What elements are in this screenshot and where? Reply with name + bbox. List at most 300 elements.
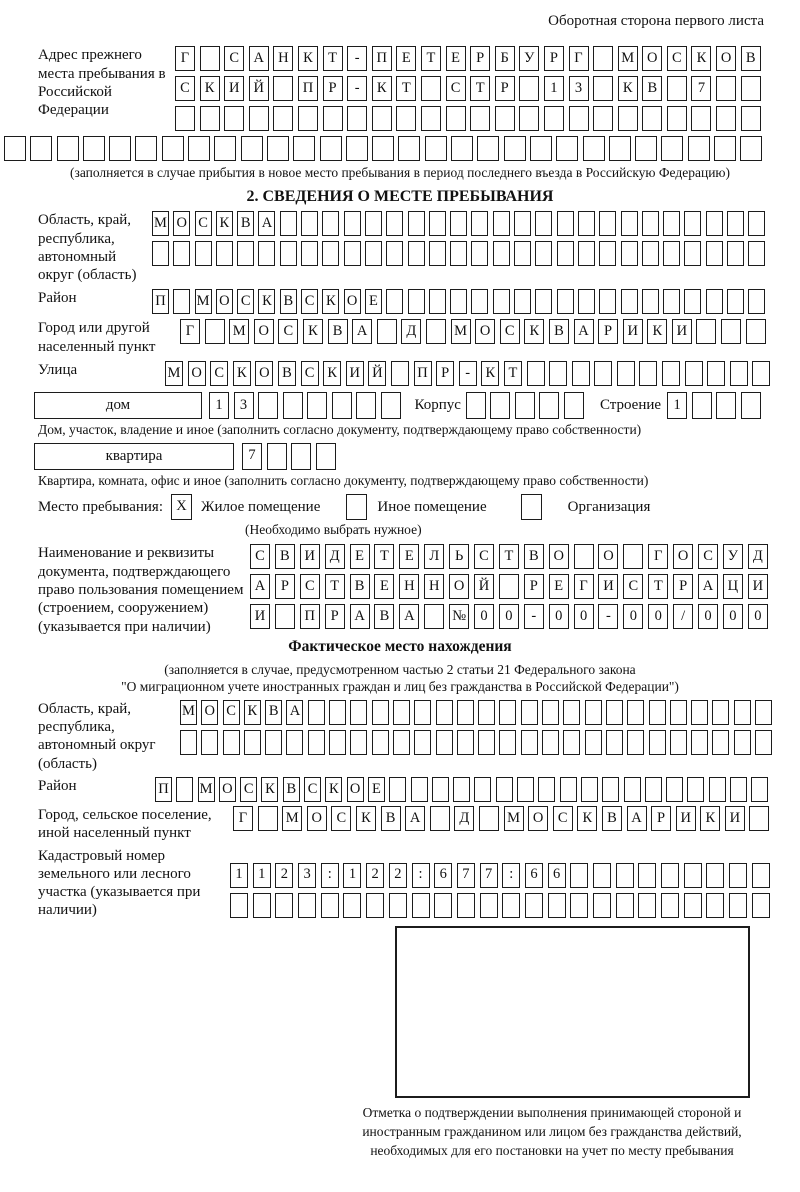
char-cell[interactable] (688, 136, 710, 161)
char-cell[interactable]: Ь (449, 544, 469, 569)
char-cell[interactable]: Е (399, 544, 419, 569)
char-cell[interactable] (322, 241, 339, 266)
char-cell[interactable] (381, 392, 401, 419)
char-cell[interactable] (606, 700, 623, 725)
char-cell[interactable]: В (374, 604, 394, 629)
char-cell[interactable]: № (449, 604, 469, 629)
char-cell[interactable] (386, 289, 403, 314)
char-cell[interactable] (609, 136, 631, 161)
char-cell[interactable]: 1 (343, 863, 361, 888)
house-type-box[interactable]: дом (34, 392, 202, 419)
char-cell[interactable] (670, 700, 687, 725)
char-cell[interactable]: И (598, 574, 618, 599)
char-cell[interactable]: А (399, 604, 419, 629)
char-cell[interactable] (539, 392, 559, 419)
char-cell[interactable]: 0 (623, 604, 643, 629)
char-cell[interactable]: В (524, 544, 544, 569)
char-cell[interactable] (570, 893, 588, 918)
char-cell[interactable]: Б (495, 46, 515, 71)
stay-type-checkbox-other-premises[interactable] (346, 494, 367, 520)
char-cell[interactable]: : (412, 863, 430, 888)
char-cell[interactable] (707, 361, 725, 386)
char-cell[interactable]: Д (401, 319, 421, 344)
char-cell[interactable] (549, 361, 567, 386)
char-cell[interactable]: К (216, 211, 233, 236)
char-cell[interactable] (320, 136, 342, 161)
char-cell[interactable]: С (175, 76, 195, 101)
char-cell[interactable] (477, 136, 499, 161)
char-cell[interactable] (275, 604, 295, 629)
char-cell[interactable]: С (301, 289, 318, 314)
char-cell[interactable] (581, 777, 598, 802)
char-cell[interactable] (162, 136, 184, 161)
char-cell[interactable] (286, 730, 303, 755)
char-cell[interactable] (727, 289, 744, 314)
char-cell[interactable] (499, 574, 519, 599)
char-cell[interactable] (366, 893, 384, 918)
char-cell[interactable]: : (502, 863, 520, 888)
char-cell[interactable] (430, 806, 450, 831)
char-cell[interactable] (386, 211, 403, 236)
char-cell[interactable] (457, 730, 474, 755)
char-cell[interactable]: В (350, 574, 370, 599)
char-cell[interactable] (712, 700, 729, 725)
char-cell[interactable] (734, 730, 751, 755)
char-cell[interactable]: Т (323, 46, 343, 71)
char-cell[interactable]: С (300, 574, 320, 599)
char-cell[interactable] (280, 211, 297, 236)
char-cell[interactable] (321, 893, 339, 918)
char-cell[interactable]: К (524, 319, 544, 344)
char-cell[interactable] (446, 106, 466, 131)
char-cell[interactable] (408, 289, 425, 314)
char-cell[interactable]: В (275, 544, 295, 569)
char-cell[interactable] (730, 361, 748, 386)
char-cell[interactable] (356, 392, 376, 419)
char-cell[interactable] (594, 361, 612, 386)
char-cell[interactable] (301, 211, 318, 236)
char-cell[interactable]: К (700, 806, 720, 831)
char-cell[interactable] (691, 730, 708, 755)
char-cell[interactable]: 7 (691, 76, 711, 101)
char-cell[interactable]: О (307, 806, 327, 831)
char-cell[interactable] (372, 730, 389, 755)
char-cell[interactable]: К (303, 319, 323, 344)
char-cell[interactable] (173, 289, 190, 314)
char-cell[interactable] (741, 106, 761, 131)
char-cell[interactable] (602, 777, 619, 802)
char-cell[interactable] (411, 777, 428, 802)
char-cell[interactable] (752, 893, 770, 918)
char-cell[interactable]: А (250, 574, 270, 599)
char-cell[interactable] (663, 211, 680, 236)
char-cell[interactable]: К (372, 76, 392, 101)
char-cell[interactable] (478, 700, 495, 725)
char-cell[interactable] (645, 777, 662, 802)
char-cell[interactable]: М (229, 319, 249, 344)
char-cell[interactable]: 3 (569, 76, 589, 101)
char-cell[interactable]: Н (424, 574, 444, 599)
char-cell[interactable]: Г (233, 806, 253, 831)
char-cell[interactable]: В (381, 806, 401, 831)
char-cell[interactable] (684, 863, 702, 888)
char-cell[interactable] (200, 106, 220, 131)
char-cell[interactable]: П (372, 46, 392, 71)
char-cell[interactable]: А (258, 211, 275, 236)
char-cell[interactable] (514, 211, 531, 236)
char-cell[interactable] (408, 241, 425, 266)
char-cell[interactable]: К (322, 289, 339, 314)
char-cell[interactable] (748, 211, 765, 236)
char-cell[interactable]: 0 (549, 604, 569, 629)
char-cell[interactable] (716, 106, 736, 131)
char-cell[interactable]: 0 (748, 604, 768, 629)
char-cell[interactable] (493, 211, 510, 236)
char-cell[interactable] (514, 241, 531, 266)
char-cell[interactable]: М (180, 700, 197, 725)
char-cell[interactable] (135, 136, 157, 161)
char-cell[interactable]: Д (325, 544, 345, 569)
char-cell[interactable]: 7 (480, 863, 498, 888)
char-cell[interactable] (396, 106, 416, 131)
char-cell[interactable] (241, 136, 263, 161)
char-cell[interactable] (453, 777, 470, 802)
char-cell[interactable]: 6 (548, 863, 566, 888)
char-cell[interactable] (307, 392, 327, 419)
char-cell[interactable]: 1 (230, 863, 248, 888)
stay-type-checkbox-organization[interactable] (521, 494, 542, 520)
char-cell[interactable]: О (255, 361, 273, 386)
char-cell[interactable]: - (347, 76, 367, 101)
char-cell[interactable]: А (627, 806, 647, 831)
char-cell[interactable] (258, 241, 275, 266)
char-cell[interactable]: Т (374, 544, 394, 569)
char-cell[interactable] (599, 289, 616, 314)
char-cell[interactable] (729, 863, 747, 888)
char-cell[interactable]: : (321, 863, 339, 888)
char-cell[interactable]: О (716, 46, 736, 71)
char-cell[interactable]: 2 (275, 863, 293, 888)
char-cell[interactable] (347, 106, 367, 131)
char-cell[interactable] (670, 730, 687, 755)
char-cell[interactable] (457, 700, 474, 725)
char-cell[interactable] (493, 241, 510, 266)
char-cell[interactable] (201, 730, 218, 755)
char-cell[interactable] (283, 392, 303, 419)
char-cell[interactable] (716, 76, 736, 101)
char-cell[interactable] (496, 777, 513, 802)
char-cell[interactable]: А (698, 574, 718, 599)
char-cell[interactable] (627, 700, 644, 725)
char-cell[interactable] (616, 893, 634, 918)
char-cell[interactable]: И (300, 544, 320, 569)
char-cell[interactable] (706, 893, 724, 918)
char-cell[interactable] (83, 136, 105, 161)
char-cell[interactable]: С (237, 289, 254, 314)
char-cell[interactable]: К (481, 361, 499, 386)
char-cell[interactable]: Р (470, 46, 490, 71)
char-cell[interactable]: В (265, 700, 282, 725)
char-cell[interactable]: С (553, 806, 573, 831)
char-cell[interactable]: С (223, 700, 240, 725)
char-cell[interactable] (691, 106, 711, 131)
char-cell[interactable]: Р (673, 574, 693, 599)
char-cell[interactable] (230, 893, 248, 918)
char-cell[interactable] (316, 443, 336, 470)
char-cell[interactable]: И (725, 806, 745, 831)
char-cell[interactable] (730, 777, 747, 802)
char-cell[interactable] (557, 241, 574, 266)
char-cell[interactable] (365, 241, 382, 266)
char-cell[interactable] (389, 777, 406, 802)
char-cell[interactable] (180, 730, 197, 755)
char-cell[interactable]: 7 (242, 443, 262, 470)
char-cell[interactable] (740, 136, 762, 161)
char-cell[interactable] (329, 700, 346, 725)
char-cell[interactable] (666, 777, 683, 802)
char-cell[interactable]: К (356, 806, 376, 831)
char-cell[interactable]: Й (474, 574, 494, 599)
char-cell[interactable] (593, 46, 613, 71)
char-cell[interactable] (519, 76, 539, 101)
char-cell[interactable]: А (574, 319, 594, 344)
char-cell[interactable]: В (328, 319, 348, 344)
char-cell[interactable]: С (224, 46, 244, 71)
char-cell[interactable] (578, 211, 595, 236)
char-cell[interactable] (624, 777, 641, 802)
char-cell[interactable] (450, 241, 467, 266)
char-cell[interactable]: 6 (434, 863, 452, 888)
char-cell[interactable]: И (346, 361, 364, 386)
char-cell[interactable] (275, 893, 293, 918)
char-cell[interactable]: В (283, 777, 300, 802)
char-cell[interactable] (519, 106, 539, 131)
char-cell[interactable]: М (198, 777, 215, 802)
char-cell[interactable] (727, 241, 744, 266)
char-cell[interactable] (578, 241, 595, 266)
char-cell[interactable]: Р (436, 361, 454, 386)
apartment-type-box[interactable]: квартира (34, 443, 234, 470)
char-cell[interactable]: М (504, 806, 524, 831)
char-cell[interactable]: Е (396, 46, 416, 71)
char-cell[interactable] (280, 241, 297, 266)
char-cell[interactable]: 2 (366, 863, 384, 888)
char-cell[interactable] (188, 136, 210, 161)
char-cell[interactable] (502, 893, 520, 918)
char-cell[interactable] (691, 700, 708, 725)
char-cell[interactable]: В (602, 806, 622, 831)
char-cell[interactable]: Т (499, 544, 519, 569)
char-cell[interactable]: Е (446, 46, 466, 71)
char-cell[interactable] (517, 777, 534, 802)
char-cell[interactable] (706, 289, 723, 314)
char-cell[interactable] (548, 893, 566, 918)
char-cell[interactable] (521, 730, 538, 755)
char-cell[interactable]: К (233, 361, 251, 386)
char-cell[interactable]: С (698, 544, 718, 569)
char-cell[interactable]: Р (524, 574, 544, 599)
char-cell[interactable]: О (549, 544, 569, 569)
char-cell[interactable] (429, 289, 446, 314)
char-cell[interactable] (746, 319, 766, 344)
char-cell[interactable] (618, 106, 638, 131)
char-cell[interactable] (623, 544, 643, 569)
char-cell[interactable] (661, 893, 679, 918)
char-cell[interactable] (748, 289, 765, 314)
char-cell[interactable] (450, 211, 467, 236)
char-cell[interactable]: Р (495, 76, 515, 101)
char-cell[interactable] (450, 289, 467, 314)
char-cell[interactable]: Е (374, 574, 394, 599)
char-cell[interactable] (667, 76, 687, 101)
char-cell[interactable] (564, 392, 584, 419)
char-cell[interactable] (560, 777, 577, 802)
char-cell[interactable]: О (254, 319, 274, 344)
char-cell[interactable] (621, 241, 638, 266)
char-cell[interactable] (471, 241, 488, 266)
char-cell[interactable] (391, 361, 409, 386)
char-cell[interactable]: С (210, 361, 228, 386)
char-cell[interactable]: В (741, 46, 761, 71)
char-cell[interactable]: О (475, 319, 495, 344)
char-cell[interactable]: О (673, 544, 693, 569)
char-cell[interactable]: Р (275, 574, 295, 599)
char-cell[interactable]: С (474, 544, 494, 569)
char-cell[interactable]: О (347, 777, 364, 802)
char-cell[interactable] (741, 76, 761, 101)
char-cell[interactable] (479, 806, 499, 831)
char-cell[interactable] (329, 730, 346, 755)
char-cell[interactable] (293, 136, 315, 161)
char-cell[interactable] (649, 730, 666, 755)
char-cell[interactable]: И (672, 319, 692, 344)
char-cell[interactable]: К (647, 319, 667, 344)
char-cell[interactable] (578, 289, 595, 314)
char-cell[interactable] (557, 211, 574, 236)
char-cell[interactable]: М (282, 806, 302, 831)
char-cell[interactable]: И (224, 76, 244, 101)
char-cell[interactable] (323, 106, 343, 131)
char-cell[interactable] (377, 319, 397, 344)
char-cell[interactable] (298, 893, 316, 918)
char-cell[interactable]: - (598, 604, 618, 629)
char-cell[interactable] (527, 361, 545, 386)
char-cell[interactable] (372, 136, 394, 161)
char-cell[interactable] (30, 136, 52, 161)
char-cell[interactable] (265, 730, 282, 755)
char-cell[interactable] (706, 241, 723, 266)
char-cell[interactable]: П (298, 76, 318, 101)
char-cell[interactable] (474, 777, 491, 802)
char-cell[interactable] (504, 136, 526, 161)
char-cell[interactable] (429, 241, 446, 266)
char-cell[interactable]: 0 (698, 604, 718, 629)
char-cell[interactable] (663, 289, 680, 314)
char-cell[interactable]: 0 (499, 604, 519, 629)
char-cell[interactable]: Д (748, 544, 768, 569)
char-cell[interactable] (480, 893, 498, 918)
char-cell[interactable] (57, 136, 79, 161)
char-cell[interactable]: К (244, 700, 261, 725)
char-cell[interactable] (583, 136, 605, 161)
char-cell[interactable]: В (237, 211, 254, 236)
char-cell[interactable]: Р (598, 319, 618, 344)
char-cell[interactable]: А (405, 806, 425, 831)
char-cell[interactable] (499, 700, 516, 725)
char-cell[interactable] (4, 136, 26, 161)
char-cell[interactable] (195, 241, 212, 266)
char-cell[interactable] (687, 777, 704, 802)
char-cell[interactable] (515, 392, 535, 419)
char-cell[interactable] (436, 700, 453, 725)
char-cell[interactable]: Г (569, 46, 589, 71)
char-cell[interactable]: К (325, 777, 342, 802)
char-cell[interactable]: Т (396, 76, 416, 101)
char-cell[interactable]: С (500, 319, 520, 344)
char-cell[interactable]: С (304, 777, 321, 802)
char-cell[interactable]: О (642, 46, 662, 71)
char-cell[interactable] (424, 604, 444, 629)
char-cell[interactable] (530, 136, 552, 161)
char-cell[interactable] (412, 893, 430, 918)
char-cell[interactable] (714, 136, 736, 161)
char-cell[interactable]: Й (368, 361, 386, 386)
char-cell[interactable]: С (331, 806, 351, 831)
char-cell[interactable] (729, 893, 747, 918)
stay-type-checkbox-residential[interactable]: X (171, 494, 192, 520)
char-cell[interactable]: Ц (723, 574, 743, 599)
char-cell[interactable]: К (258, 289, 275, 314)
char-cell[interactable] (642, 106, 662, 131)
char-cell[interactable] (684, 289, 701, 314)
char-cell[interactable] (466, 392, 486, 419)
char-cell[interactable]: - (524, 604, 544, 629)
char-cell[interactable] (493, 289, 510, 314)
char-cell[interactable] (748, 241, 765, 266)
char-cell[interactable] (253, 893, 271, 918)
char-cell[interactable] (642, 211, 659, 236)
char-cell[interactable] (258, 806, 278, 831)
char-cell[interactable]: Т (470, 76, 490, 101)
char-cell[interactable]: Г (175, 46, 195, 71)
char-cell[interactable]: С (240, 777, 257, 802)
char-cell[interactable] (426, 319, 446, 344)
char-cell[interactable]: Р (651, 806, 671, 831)
char-cell[interactable] (638, 863, 656, 888)
char-cell[interactable]: Е (549, 574, 569, 599)
char-cell[interactable]: / (673, 604, 693, 629)
char-cell[interactable] (499, 730, 516, 755)
char-cell[interactable] (667, 106, 687, 131)
char-cell[interactable]: А (350, 604, 370, 629)
char-cell[interactable] (621, 211, 638, 236)
char-cell[interactable]: К (298, 46, 318, 71)
char-cell[interactable]: 6 (525, 863, 543, 888)
char-cell[interactable] (642, 241, 659, 266)
char-cell[interactable] (521, 700, 538, 725)
char-cell[interactable] (535, 211, 552, 236)
char-cell[interactable] (661, 136, 683, 161)
char-cell[interactable]: Н (273, 46, 293, 71)
char-cell[interactable] (258, 392, 278, 419)
char-cell[interactable]: 1 (667, 392, 687, 419)
char-cell[interactable] (205, 319, 225, 344)
char-cell[interactable]: К (261, 777, 278, 802)
char-cell[interactable]: О (219, 777, 236, 802)
char-cell[interactable]: О (216, 289, 233, 314)
char-cell[interactable] (639, 361, 657, 386)
char-cell[interactable] (478, 730, 495, 755)
